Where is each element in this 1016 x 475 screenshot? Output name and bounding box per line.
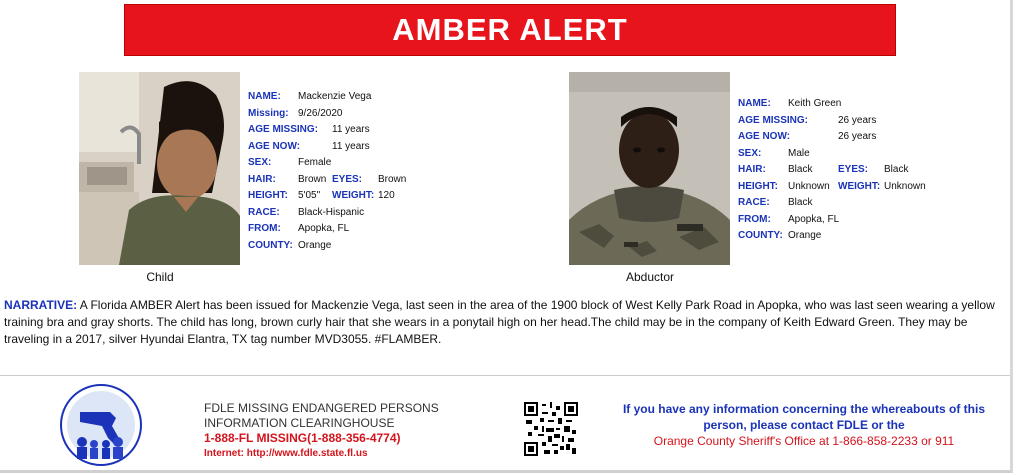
info-row [738,195,948,212]
contact-line3: Orange County Sheriff's Office at 1-866-858-2233 or 911 [653,434,955,448]
field-label: RACE: [248,206,280,218]
field-value: Black [788,164,813,175]
hotline-phone: 1-888-FL MISSING(1-888-356-4774) [204,431,401,445]
narrative [4,297,1004,348]
field-label: EYES: [838,164,869,175]
info-row [738,162,948,179]
info-row [248,106,448,123]
org-line1: FDLE MISSING ENDANGERED PERSONS [204,401,439,415]
field-value: Orange [788,230,822,241]
field-label: NAME: [738,98,771,109]
field-value: Unknown [884,180,926,192]
field-value: Apopka, FL [298,223,350,234]
abductor-caption: Abductor [625,270,675,284]
child-photo [79,72,240,265]
field-value: Female [298,157,332,168]
child-caption: Child [146,270,174,284]
narrative-text: A Florida AMBER Alert has been issued for Mackenzie Vega, last seen in the area of the 1900 block of West Kelly Park Road in Apopka, who was last seen wearing a yellow training bra and gray shorts. The child has long, brown curly hair that she wears in a ponytail high on her head.The child may be in the company of Keith Edward Green. They may be traveling in a 2017, silver Hyundai Elantra, TX tag number MVD3055. #FLAMBER. [4,298,995,346]
field-value: Black [884,164,909,175]
field-value: 11 years [332,124,370,135]
footer-divider [0,375,1010,376]
abductor-photo [569,72,730,265]
contact-line2: person, please contact FDLE or the [703,418,905,432]
field-label: EYES: [332,173,363,185]
contact-info [608,401,1000,449]
info-row [248,122,448,139]
field-label: AGE MISSING: [248,124,319,135]
field-value: 5'05" [298,190,321,201]
info-row [248,188,448,205]
field-label: COUNTY: [248,239,293,251]
field-label: HAIR: [248,173,276,185]
clearinghouse-logo-icon [60,384,142,466]
field-label: WEIGHT: [838,180,881,192]
field-value: 11 years [332,140,370,152]
field-label: AGE NOW: [738,131,791,142]
amber-alert-banner: AMBER ALERT [124,4,896,56]
abductor-info [738,96,948,245]
field-label: HEIGHT: [248,190,288,201]
narrative-label: NARRATIVE: [4,298,78,312]
field-value: Brown [298,173,327,185]
field-value: Orange [298,239,332,251]
field-label: HEIGHT: [738,180,778,192]
info-row [248,139,448,156]
field-value: Keith Green [788,98,842,109]
field-label: AGE NOW: [248,140,301,152]
info-row [248,221,448,238]
child-info [248,89,448,254]
info-row [248,172,448,189]
field-value: Black-Hispanic [298,206,365,218]
info-row [738,146,948,163]
info-row [738,179,948,196]
info-row [248,205,448,222]
field-label: NAME: [248,91,281,102]
field-label: COUNTY: [738,230,783,241]
info-row [738,113,948,130]
field-value: Black [788,197,813,208]
field-value: Mackenzie Vega [298,91,372,102]
field-label: HAIR: [738,164,766,175]
field-label: FROM: [248,223,281,234]
info-row [248,155,448,172]
field-value: 120 [378,190,395,201]
info-row [248,89,448,106]
qr-code-icon [524,402,578,456]
field-label: SEX: [248,157,272,168]
field-label: RACE: [738,197,770,208]
contact-line1: If you have any information concerning the whereabouts of this [622,402,986,416]
field-value: Unknown [788,180,830,192]
info-row [738,228,948,245]
field-value: 9/26/2020 [298,107,343,119]
field-label: AGE MISSING: [738,114,809,126]
org-info [204,401,439,461]
info-row [738,96,948,113]
field-label: SEX: [738,147,762,159]
field-value: Brown [378,173,407,185]
field-label: FROM: [738,213,771,225]
internet-link[interactable]: Internet: http://www.fdle.state.fl.us [204,448,368,459]
field-value: 26 years [838,114,877,126]
info-row [738,212,948,229]
info-row [738,129,948,146]
field-value: Male [788,147,810,159]
info-row [248,238,448,255]
field-value: 26 years [838,131,877,142]
field-label: WEIGHT: [332,190,375,201]
field-label: Missing: [248,107,289,119]
org-line2: INFORMATION CLEARINGHOUSE [204,416,395,430]
field-value: Apopka, FL [788,213,840,225]
